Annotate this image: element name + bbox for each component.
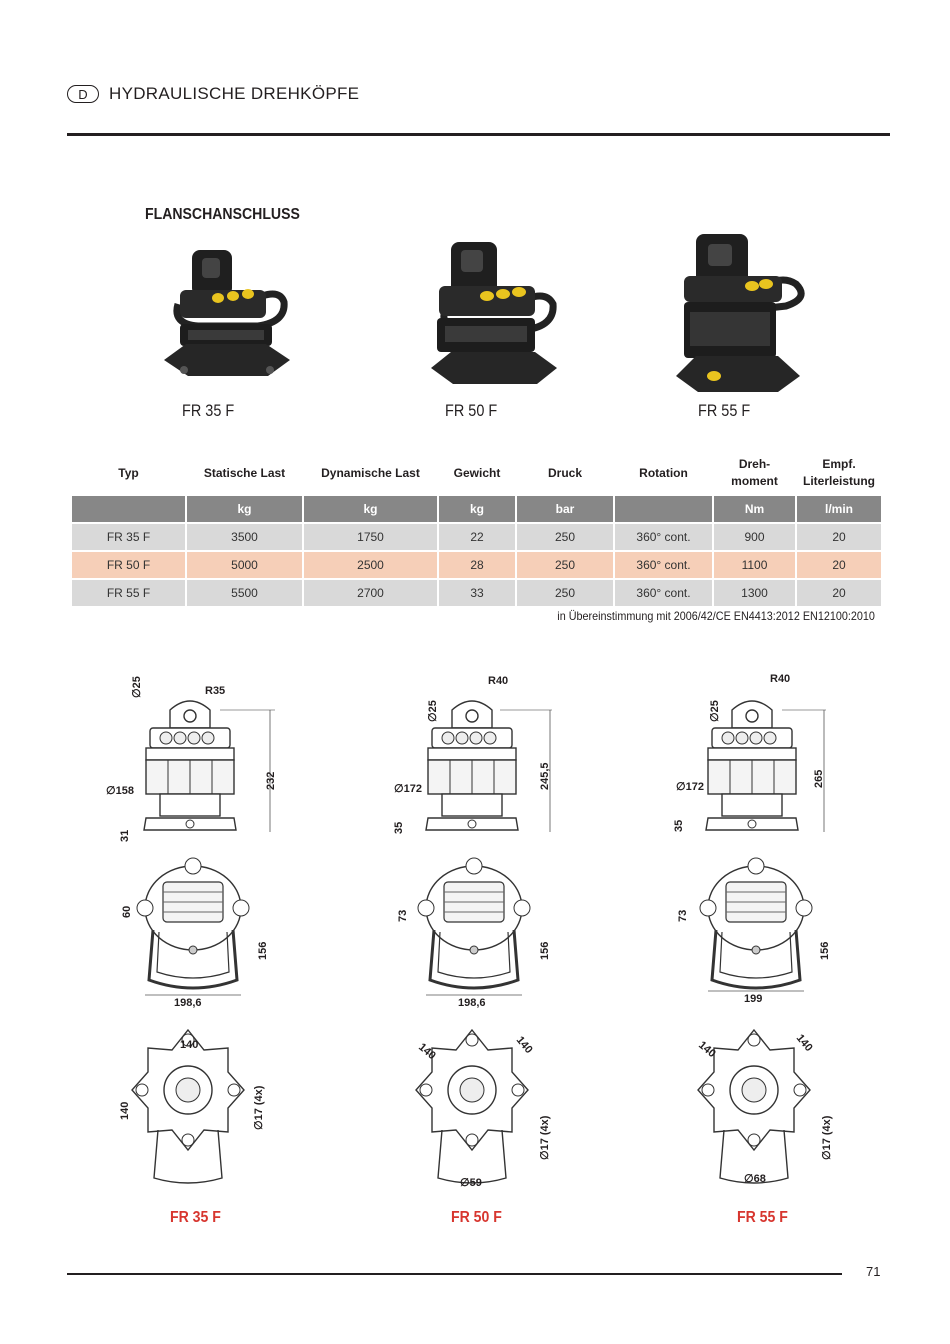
table-header: Statische Last <box>187 452 302 494</box>
dim-base: 35 <box>673 819 685 832</box>
header-divider <box>67 133 890 136</box>
table-cell: 360° cont. <box>615 552 712 578</box>
dim-flange: ∅172 <box>676 781 704 793</box>
specs-table <box>70 450 883 608</box>
dim-hole: ∅25 <box>709 700 721 722</box>
table-cell: 360° cont. <box>615 580 712 606</box>
dim-width: 198,6 <box>458 997 486 1009</box>
table-header: Gewicht <box>439 452 515 494</box>
page-number: 71 <box>866 1264 881 1279</box>
dim-pitch-v: 140 <box>119 1101 131 1120</box>
table-cell: 3500 <box>187 524 302 550</box>
table-cell: 5000 <box>187 552 302 578</box>
dim-pitch-h: 140 <box>180 1039 199 1051</box>
table-row <box>72 524 881 550</box>
model-label-fr55f: FR 55 F <box>737 1209 788 1226</box>
technical-drawings <box>0 660 950 1220</box>
dim-height: 232 <box>265 771 277 790</box>
table-header: Dynamische Last <box>304 452 437 494</box>
drawing-fr35f <box>106 676 277 1183</box>
page-header <box>67 84 359 104</box>
product-label-fr35f: FR 35 F <box>182 401 235 420</box>
dim-center: ∅68 <box>744 1173 766 1185</box>
unit-cell: kg <box>304 496 437 522</box>
dim-depth: 156 <box>819 941 831 960</box>
dim-offset: 60 <box>121 905 133 918</box>
table-cell: 2500 <box>304 552 437 578</box>
unit-cell <box>615 496 712 522</box>
dim-height: 265 <box>813 769 825 788</box>
compliance-note: in Übereinstimmung mit 2006/42/CE EN4413:2012 EN12100:2010 <box>557 609 875 623</box>
table-cell: 22 <box>439 524 515 550</box>
dim-base: 31 <box>119 829 131 842</box>
table-cell: FR 55 F <box>72 580 185 606</box>
product-label-fr50f: FR 50 F <box>445 401 498 420</box>
dim-pitch-h: 140 <box>416 1041 438 1063</box>
table-cell: FR 50 F <box>72 552 185 578</box>
model-label-fr50f: FR 50 F <box>451 1209 502 1226</box>
table-cell: 28 <box>439 552 515 578</box>
table-cell: 1750 <box>304 524 437 550</box>
page-title: HYDRAULISCHE DREHKÖPFE <box>109 84 360 103</box>
model-label-fr35f: FR 35 F <box>170 1209 221 1226</box>
table-cell: 1300 <box>714 580 795 606</box>
table-header: Druck <box>517 452 613 494</box>
dim-radius: R40 <box>488 675 509 687</box>
table-cell: 360° cont. <box>615 524 712 550</box>
dim-base: 35 <box>393 821 405 834</box>
dim-width: 198,6 <box>174 997 202 1009</box>
table-header: Typ <box>72 452 185 494</box>
table-units-row <box>72 496 881 522</box>
product-photo-fr55f <box>670 232 810 394</box>
language-badge: D <box>67 85 99 103</box>
table-cell: 20 <box>797 524 881 550</box>
dim-hole: ∅25 <box>427 700 439 722</box>
table-cell: 2700 <box>304 580 437 606</box>
table-cell: 1100 <box>714 552 795 578</box>
unit-cell <box>72 496 185 522</box>
dim-center: ∅59 <box>460 1177 482 1189</box>
dim-radius: R35 <box>205 685 226 697</box>
dim-flange: ∅172 <box>394 783 422 795</box>
dim-pitch-v: 140 <box>513 1034 535 1056</box>
table-header: Rotation <box>615 452 712 494</box>
table-cell: 5500 <box>187 580 302 606</box>
dim-offset: 73 <box>677 909 689 922</box>
drawing-fr50f <box>393 675 552 1189</box>
dim-holes: ∅17 (4x) <box>821 1115 833 1160</box>
table-cell: 250 <box>517 552 613 578</box>
unit-cell: l/min <box>797 496 881 522</box>
table-row <box>72 580 881 606</box>
table-cell: 20 <box>797 552 881 578</box>
table-header: Dreh- moment <box>714 452 795 494</box>
table-cell: 20 <box>797 580 881 606</box>
product-photo-fr35f <box>158 244 298 384</box>
table-cell: 250 <box>517 580 613 606</box>
unit-cell: kg <box>187 496 302 522</box>
table-header-row <box>72 452 881 494</box>
table-cell: FR 35 F <box>72 524 185 550</box>
dim-holes: ∅17 (4x) <box>253 1085 265 1130</box>
unit-cell: kg <box>439 496 515 522</box>
unit-cell: Nm <box>714 496 795 522</box>
dim-pitch-h: 140 <box>696 1039 718 1061</box>
dim-radius: R40 <box>770 673 791 685</box>
table-cell: 250 <box>517 524 613 550</box>
table-row <box>72 552 881 578</box>
drawing-fr55f <box>673 673 833 1185</box>
product-photo-fr50f <box>425 240 565 388</box>
dim-holes: ∅17 (4x) <box>539 1115 551 1160</box>
table-header: Empf. Literleistung <box>797 452 881 494</box>
dim-depth: 156 <box>539 941 551 960</box>
footer-divider <box>67 1273 842 1275</box>
table-cell: 900 <box>714 524 795 550</box>
product-label-fr55f: FR 55 F <box>698 401 751 420</box>
dim-hole: ∅25 <box>131 676 143 698</box>
dim-flange: ∅158 <box>106 785 134 797</box>
dim-width: 199 <box>744 993 763 1005</box>
unit-cell: bar <box>517 496 613 522</box>
dim-offset: 73 <box>397 909 409 922</box>
dim-depth: 156 <box>257 941 269 960</box>
dim-height: 245,5 <box>539 762 551 790</box>
section-title: FLANSCHANSCHLUSS <box>145 206 300 223</box>
dim-pitch-v: 140 <box>793 1032 815 1054</box>
table-cell: 33 <box>439 580 515 606</box>
